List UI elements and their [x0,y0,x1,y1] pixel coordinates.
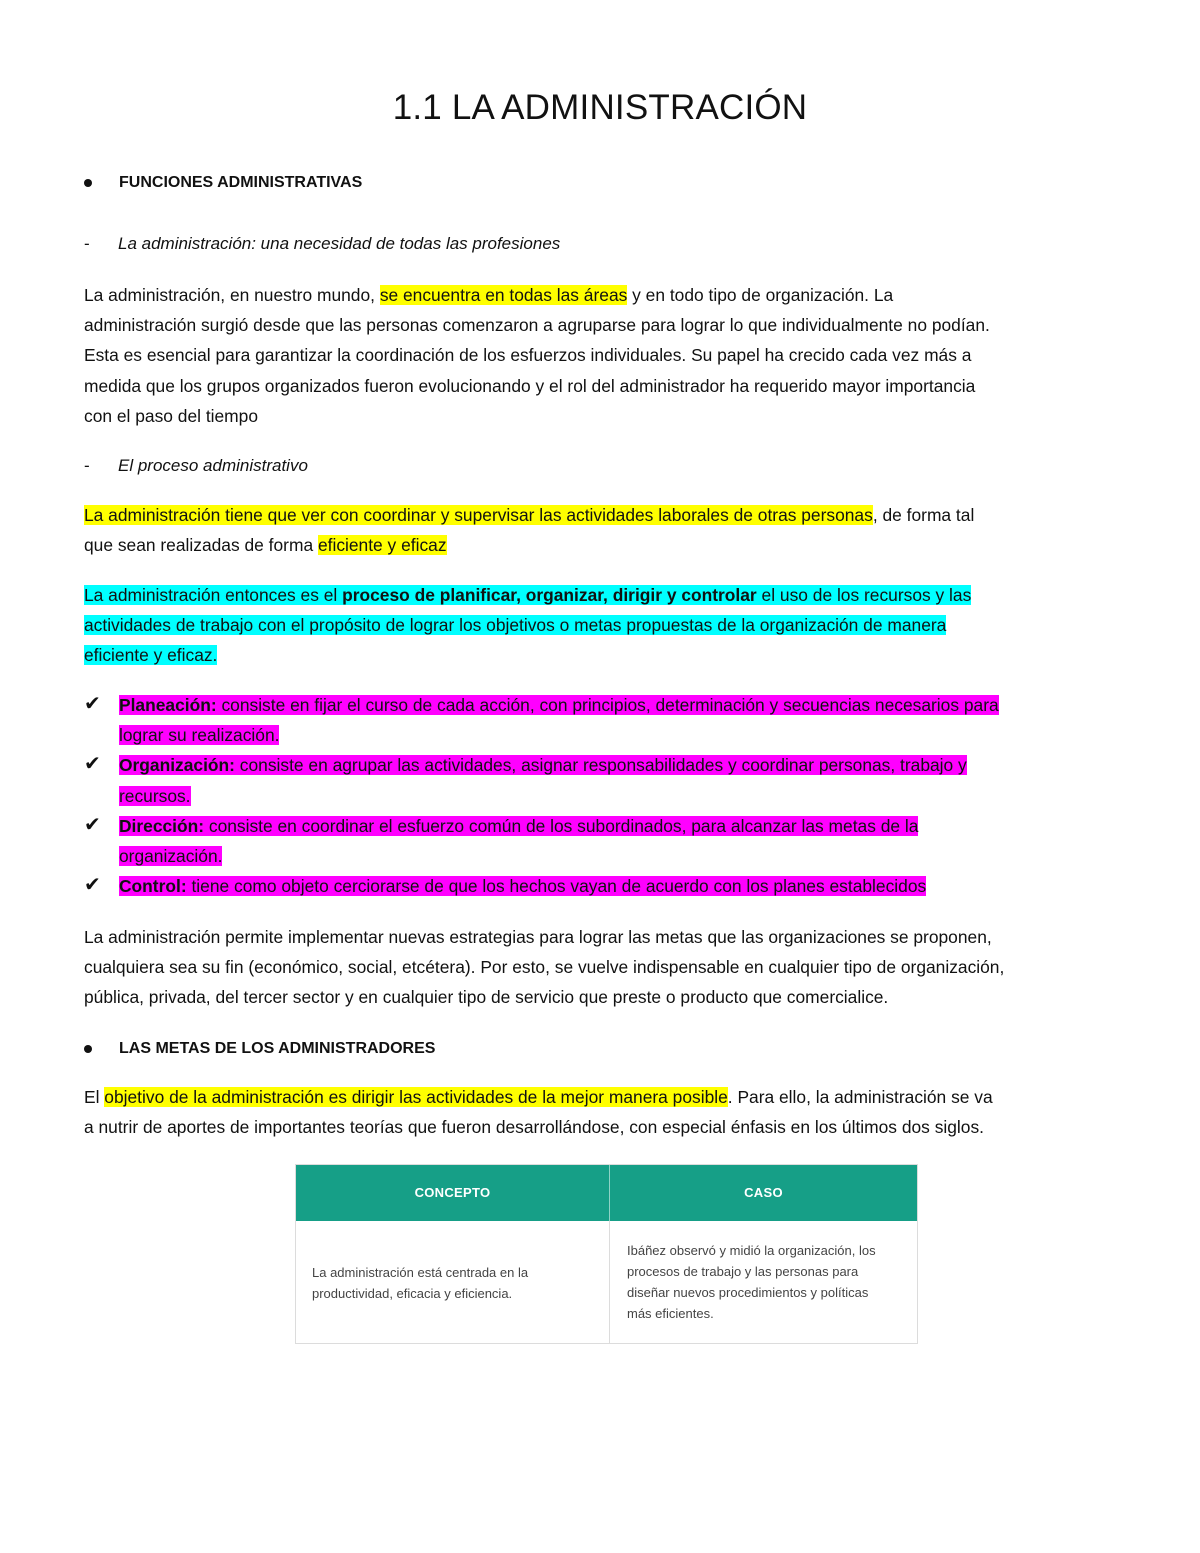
dash-marker: - [84,234,90,253]
paragraph-line [84,280,1120,310]
text-run: . Para ello, la administración se va [727,1087,993,1107]
highlight-cyan: actividades de trabajo con el propósito de lograr los objetivos o metas propuestas de la organización de manera [84,615,947,636]
checkmark-icon: ✔ [84,874,101,897]
bullet-dot-icon [84,179,92,187]
table-divider [609,1221,610,1343]
checklist-line [119,690,1124,720]
checklist-line [119,871,1124,901]
paragraph-line [84,1082,1120,1112]
page-title: 1.1 LA ADMINISTRACIÓN [392,88,808,127]
highlight-magenta [119,816,918,836]
checklist-term: Control: [119,876,187,897]
checklist-item-control [84,871,1124,901]
highlight-cyan: eficiente y eficaz. [84,645,218,666]
highlight-magenta: recursos. [119,785,191,806]
highlight-yellow: La administración tiene que ver con coordinar y supervisar las actividades laborales de otras personas [84,505,873,525]
paragraph-line: medida que los grupos organizados fueron evolucionando y el rol del administrador ha requerido mayor importancia [84,375,976,396]
highlight-yellow: objetivo de la administración es dirigir las actividades de la mejor manera posible [104,1087,728,1107]
table-cell-line: Ibáñez observó y midió la organización, los [627,1243,876,1258]
table-header-concepto: CONCEPTO [414,1185,491,1200]
paragraph-line [84,580,1120,610]
paragraph-proceso [84,580,1120,671]
text-run: La administración, en nuestro mundo, [84,285,380,305]
paragraph-line [84,530,1120,560]
table-header-row [296,1165,917,1221]
paragraph-line: La administración permite implementar nuevas estrategias para lograr las metas que las organizaciones se proponen, [84,927,992,947]
highlight-yellow: eficiente y eficaz [317,535,447,556]
checklist-item-direccion [84,811,1124,871]
checklist-line [119,720,1124,750]
paragraph-metas [84,1082,1120,1142]
table-cell-caso [627,1240,876,1324]
highlight-cyan: el uso de los recursos y las [756,585,972,605]
checklist-term: Organización: [119,755,235,776]
checklist-line [119,841,1124,871]
paragraph-line: pública, privada, del tercer sector y en cualquier tipo de servicio que preste o producto que comercialice. [84,987,889,1008]
subheading-label: El proceso administrativo [118,456,308,475]
text-run: consiste en coordinar el esfuerzo común de los subordinados, para alcanzar las metas de la [204,815,919,836]
checklist-line [119,811,1124,841]
section-heading-label: FUNCIONES ADMINISTRATIVAS [119,174,363,191]
table-cell-line: La administración está centrada en la [312,1265,529,1280]
table-header-caso: CASO [744,1185,783,1200]
paragraph-line [84,640,1120,670]
table-cell-line: más eficientes. [627,1306,714,1321]
checklist-item-planeacion [84,690,1124,750]
subheading-proceso [84,454,308,478]
paragraph-line: con el paso del tiempo [84,405,259,426]
highlight-magenta: organización. [119,845,223,866]
paragraph-line [84,610,1120,640]
checklist-term: Dirección: [119,815,205,836]
highlight-magenta [119,876,926,896]
paragraph-intro [84,280,1120,431]
text-run: que sean realizadas de forma [84,535,318,556]
table-cell-line: diseñar nuevos procedimientos y políticas [627,1285,869,1300]
subheading-label: La administración: una necesidad de todas las profesiones [118,234,561,253]
text-run: consiste en fijar el curso de cada acción, con principios, determinación y secuencias necesarios para [216,695,999,715]
functions-checklist [84,690,1124,901]
highlight-yellow: se encuentra en todas las áreas [379,285,628,305]
paragraph-line: administración surgió desde que las personas comenzaron a agruparse para lograr lo que individualmente no podían. [84,315,990,336]
highlight-cyan-bold: proceso de planificar, organizar, dirigir y controlar [342,585,757,605]
checklist-item-organizacion [84,750,1124,810]
text-run: y en todo tipo de organización. La [627,285,894,305]
text-run: tiene como objeto cerciorarse de que los hechos vayan de acuerdo con los planes establecidos [186,876,927,897]
paragraph-estrategias [84,922,1120,1013]
paragraph-line: cualquiera sea su fin (económico, social, etcétera). Por esto, se vuelve indispensable en cualquier tipo de organización, [84,957,1005,978]
paragraph-coordinar [84,500,1120,560]
highlight-magenta [119,695,999,715]
table-cell-line: productividad, eficacia y eficiencia. [312,1286,513,1301]
highlight-magenta [119,755,967,775]
highlight-magenta: lograr su realización. [119,725,280,746]
checklist-line [119,750,1124,780]
text-run: El [84,1087,105,1107]
concept-case-table [295,1164,918,1344]
section-heading-label: LAS METAS DE LOS ADMINISTRADORES [119,1040,436,1057]
highlight-cyan: La administración entonces es el [84,585,343,605]
table-cell-concepto [312,1262,528,1304]
checklist-term: Planeación: [119,695,217,715]
text-run: consiste en agrupar las actividades, asignar responsabilidades y coordinar personas, trabajo y [234,755,967,776]
paragraph-line: a nutrir de aportes de importantes teorías que fueron desarrollándose, con especial énfasis en los últimos dos siglos. [84,1117,984,1138]
dash-marker: - [84,456,90,475]
subheading-necesidad [84,232,560,256]
table-cell-line: procesos de trabajo y las personas para [627,1264,859,1279]
paragraph-line: Esta es esencial para garantizar la coordinación de los esfuerzos individuales. Su papel ha crecido cada vez más a [84,345,972,366]
checkmark-icon: ✔ [84,813,101,836]
checkmark-icon: ✔ [84,753,101,776]
paragraph-line [84,500,1120,530]
checklist-line [119,781,1124,811]
bullet-dot-icon [84,1045,92,1053]
text-run: , de forma tal [872,505,975,525]
checkmark-icon: ✔ [84,693,101,715]
